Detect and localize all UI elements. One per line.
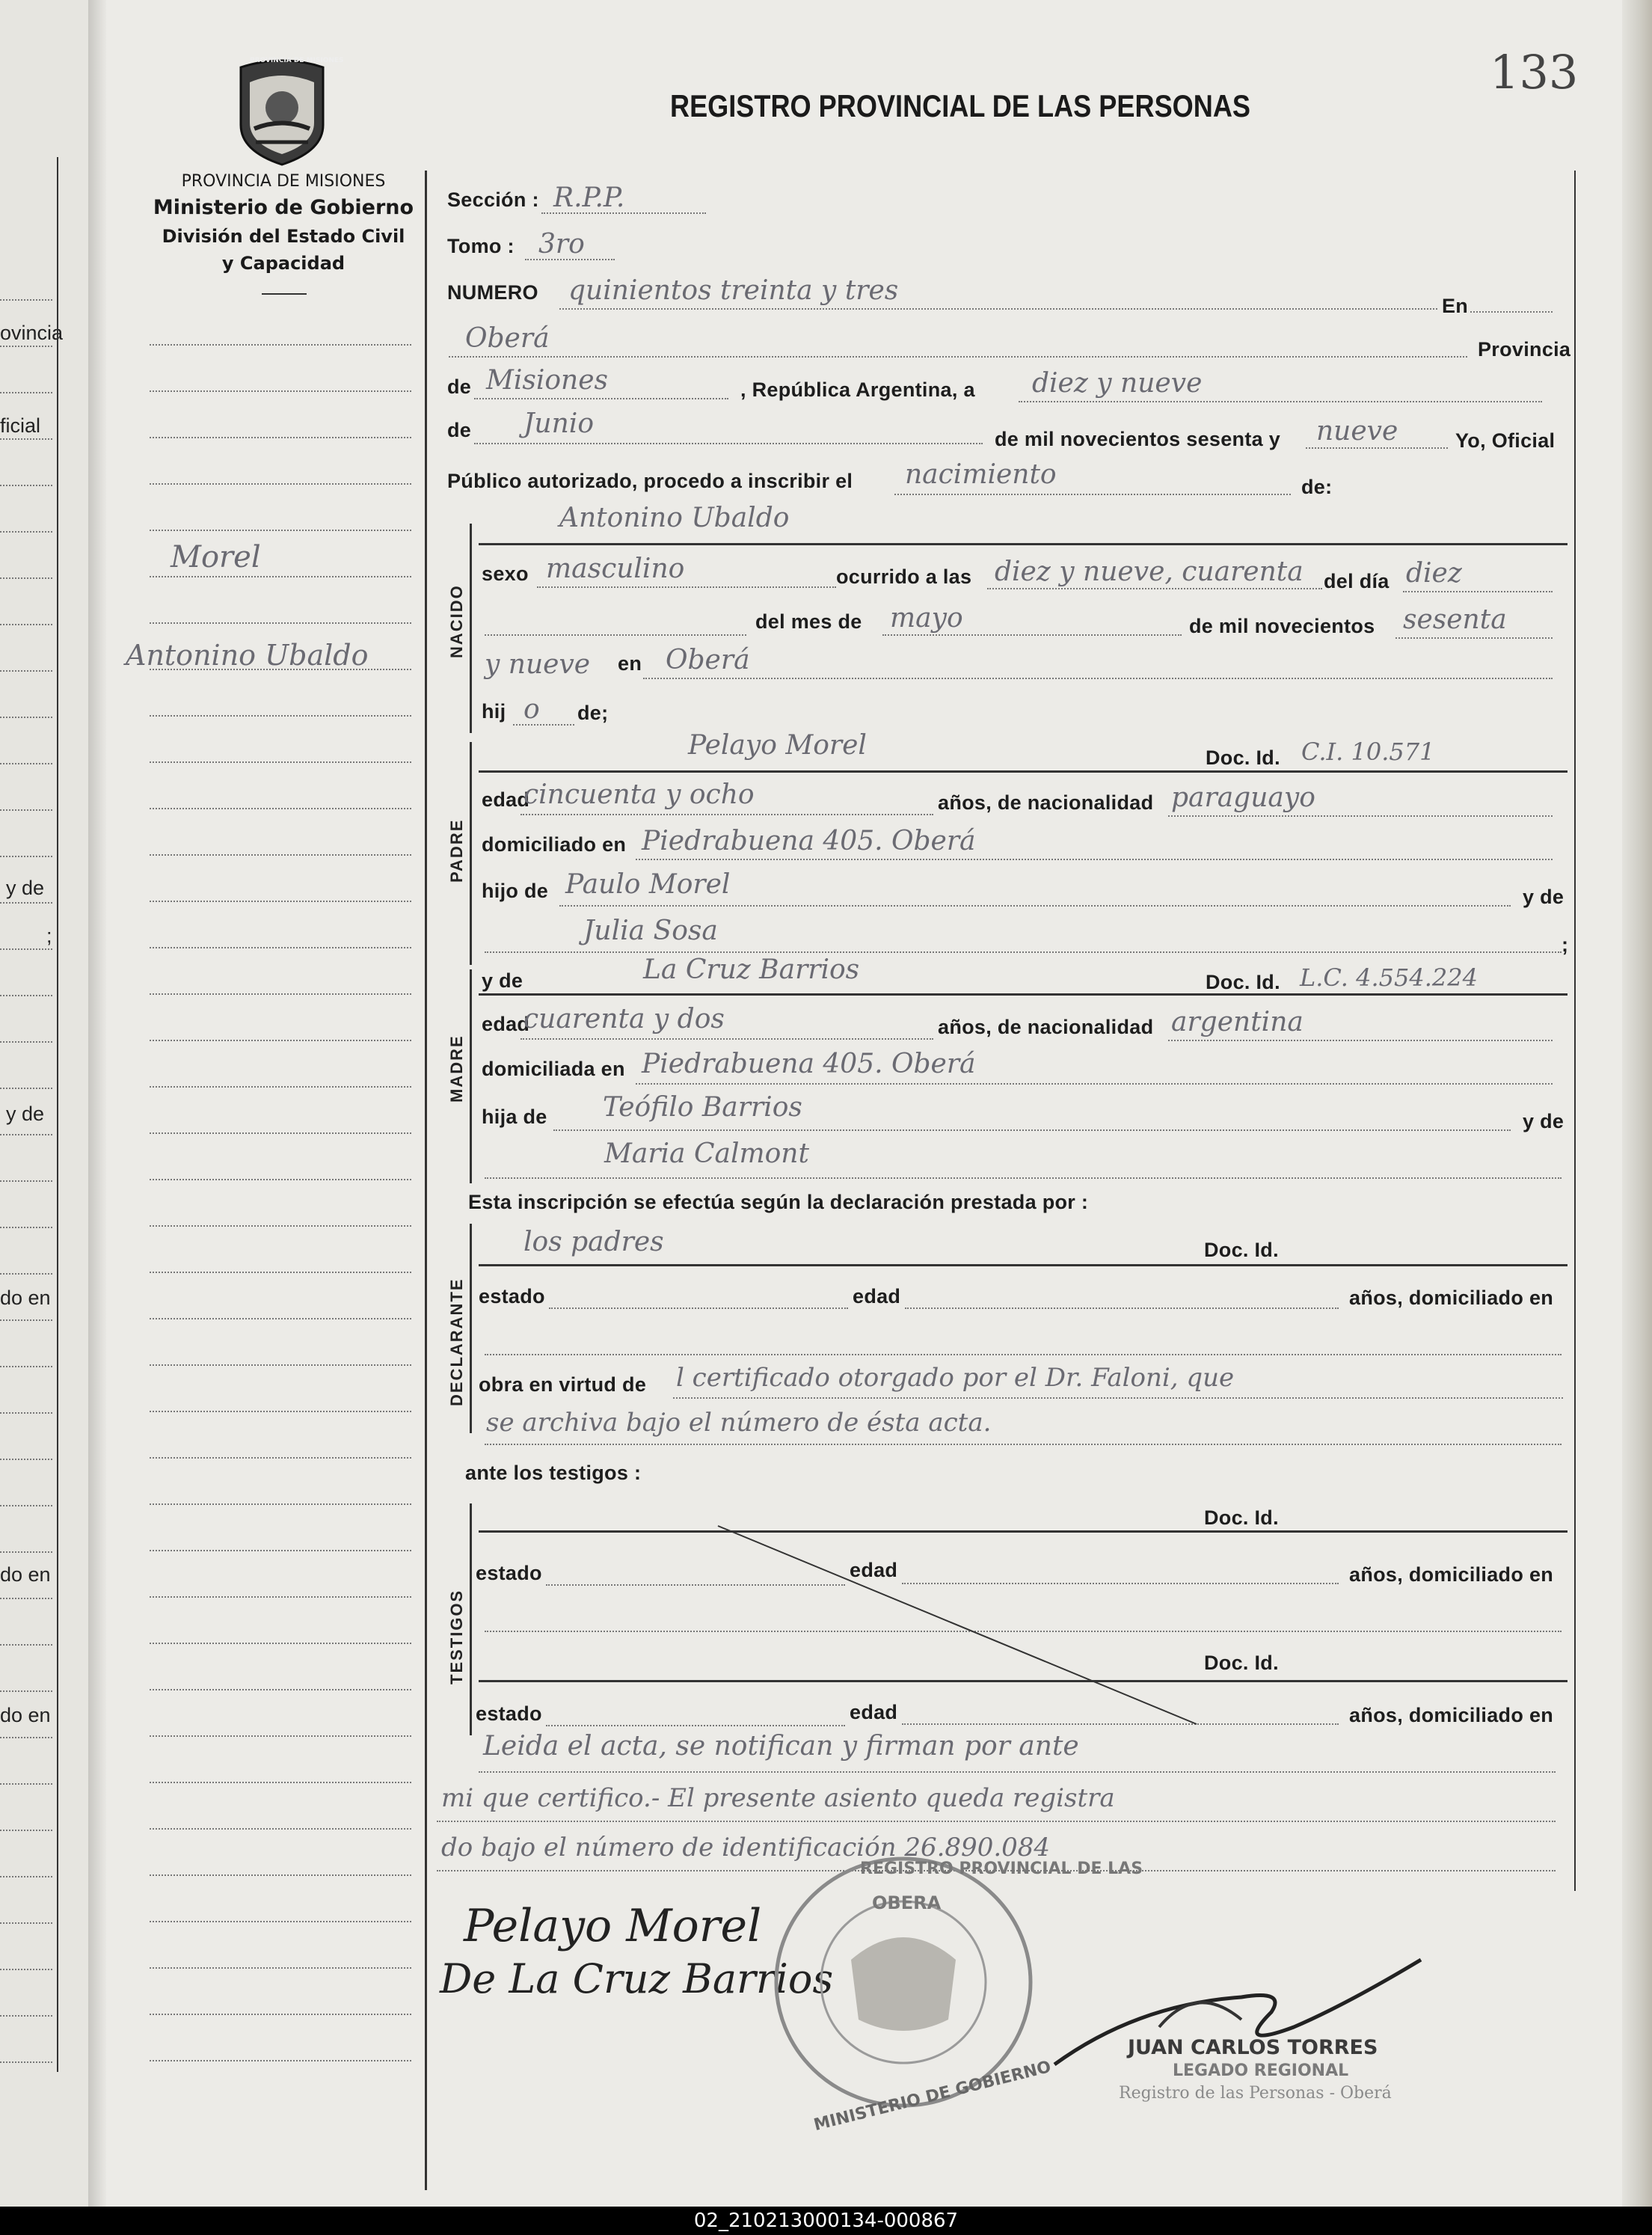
label-seccion: Sección : <box>447 188 539 211</box>
rule <box>513 724 574 726</box>
margin-rule <box>150 437 411 438</box>
margin-rule <box>150 1643 411 1644</box>
value-anio-nac2: y nueve <box>485 649 591 680</box>
section-bar-testigos <box>470 1503 472 1735</box>
value-tomo: 3ro <box>538 229 585 260</box>
margin-rule <box>150 1874 411 1876</box>
image-id-footer: 02_210213000134-000867 <box>0 2207 1652 2235</box>
org-division: División del Estado Civil <box>162 226 405 247</box>
prev-fragment: ficial <box>0 414 41 437</box>
value-seccion: R.P.P. <box>553 183 625 213</box>
margin-surname: Morel <box>171 540 261 574</box>
margin-rule <box>150 1179 411 1180</box>
margin-given-names: Antonino Ubaldo <box>126 639 369 672</box>
margin-rule <box>150 576 411 577</box>
label-hijo-de: hijo de <box>482 880 549 902</box>
stamp-text-top: REGISTRO PROVINCIAL DE LAS <box>860 1860 1143 1878</box>
margin-rule <box>150 1921 411 1922</box>
margin-line <box>57 157 58 2072</box>
rule <box>1168 1040 1553 1041</box>
prev-fragment: do en <box>0 1563 51 1586</box>
label-domiciliado: domiciliado en <box>482 833 627 856</box>
prev-page-rule <box>0 624 52 625</box>
prev-page-rule <box>0 763 52 764</box>
label-doc-id: Doc. Id. <box>1206 746 1280 769</box>
label-y-de-madre: y de <box>482 969 523 992</box>
label-numero: NUMERO <box>447 281 538 304</box>
margin-rule <box>150 1735 411 1737</box>
prev-page-rule <box>0 1737 52 1738</box>
label-provincia: Provincia <box>1478 338 1571 361</box>
frame-left-line <box>425 171 427 2190</box>
name-line <box>479 770 1567 773</box>
label-obra: obra en virtud de <box>479 1373 647 1396</box>
page-title: REGISTRO PROVINCIAL DE LAS PERSONAS <box>670 88 1251 123</box>
label-hij: hij <box>482 700 506 723</box>
misiones-seal-icon <box>233 54 331 166</box>
signature-mother: De La Cruz Barrios <box>440 1955 834 2002</box>
prev-page-rule <box>0 346 52 347</box>
margin-rule <box>150 1503 411 1505</box>
org-divider <box>262 293 307 295</box>
label-edad: edad <box>850 1559 898 1581</box>
value-padre-madre: Julia Sosa <box>583 916 718 946</box>
rule <box>636 859 1553 860</box>
value-madre-edad: cuarenta y dos <box>523 1004 725 1034</box>
margin-rule <box>150 1411 411 1412</box>
label-edad: edad <box>850 1701 898 1723</box>
crossout-line <box>703 1511 1212 1735</box>
prev-page-rule <box>0 948 52 950</box>
prev-page-rule <box>0 995 52 996</box>
rule <box>882 634 1182 636</box>
rule <box>1019 401 1542 402</box>
rule <box>485 1354 1562 1355</box>
section-madre: MADRE <box>447 1034 466 1103</box>
margin-rule <box>150 1596 411 1598</box>
label-hija-de: hija de <box>482 1106 547 1128</box>
value-provincia: Misiones <box>486 365 609 396</box>
value-acto: nacimiento <box>905 459 1057 490</box>
label-ante: ante los testigos : <box>465 1462 642 1484</box>
prev-page-rule <box>0 577 52 579</box>
name-line <box>479 1264 1567 1266</box>
margin-rule <box>150 1689 411 1690</box>
margin-rule <box>150 808 411 809</box>
prev-page-rule <box>0 1041 52 1043</box>
value-nombre: Antonino Ubaldo <box>559 503 790 533</box>
label-edad: edad <box>482 788 530 811</box>
org-province: PROVINCIA DE MISIONES <box>181 172 386 191</box>
label-tomo: Tomo : <box>447 235 515 257</box>
label-semicolon: ; <box>1562 933 1569 956</box>
value-madre-nombre: La Cruz Barrios <box>643 954 860 985</box>
frame-right-line <box>1574 171 1576 1891</box>
rule <box>537 586 836 588</box>
label-estado: estado <box>476 1562 542 1584</box>
label-de: de <box>447 375 472 398</box>
value-declarante: los padres <box>523 1227 664 1257</box>
margin-rule <box>150 1364 411 1366</box>
prev-page-rule <box>0 485 52 486</box>
official-office: Registro de las Personas - Oberá <box>1119 2084 1392 2103</box>
label-en: en <box>618 652 642 675</box>
prev-page-rule <box>0 2061 52 2063</box>
label-y-de: y de <box>1523 886 1565 908</box>
prev-fragment: do en <box>0 1287 51 1309</box>
rule <box>1395 637 1553 639</box>
prev-page-rule <box>0 438 52 440</box>
rule <box>474 398 728 399</box>
value-padre-nac: paraguayo <box>1171 782 1315 813</box>
rule <box>479 1771 1556 1773</box>
margin-rule <box>150 483 411 485</box>
label-sexo: sexo <box>482 562 529 585</box>
label-de-semicolon: de; <box>577 702 609 724</box>
prev-page-rule <box>0 1690 52 1692</box>
label-anos-dom: años, domiciliado en <box>1349 1287 1554 1309</box>
prev-page-rule <box>0 1227 52 1228</box>
prev-page-rule <box>0 1134 52 1135</box>
value-obra-2: se archiva bajo el número de ésta acta. <box>486 1408 992 1438</box>
label-y-de: y de <box>1523 1110 1565 1132</box>
prev-fragment: ovincia <box>0 322 64 344</box>
label-inscripcion: Esta inscripción se efectúa según la declaración prestada por : <box>468 1191 1089 1213</box>
margin-rule <box>150 1318 411 1319</box>
org-capacity: y Capacidad <box>221 253 346 274</box>
label-en: En <box>1442 295 1469 317</box>
margin-rule <box>150 854 411 856</box>
prev-page-rule <box>0 1830 52 1831</box>
rule <box>559 308 1437 310</box>
prev-page-rule <box>0 392 52 393</box>
margin-rule <box>150 669 411 670</box>
rule <box>1470 311 1553 313</box>
margin-rule <box>150 622 411 624</box>
rule <box>449 356 1467 358</box>
rule <box>521 814 933 815</box>
margin-rule <box>150 993 411 995</box>
rule <box>485 634 746 636</box>
note-line-1: Leida el acta, se notifican y firman por ante <box>483 1731 1079 1762</box>
margin-rule <box>150 344 411 346</box>
margin-rule <box>150 390 411 392</box>
margin-rule <box>150 2060 411 2061</box>
note-line-2: mi que certifico.- El presente asiento queda registra <box>441 1783 1115 1813</box>
prev-page-rule <box>0 1969 52 1970</box>
margin-rule <box>150 1550 411 1551</box>
section-testigos: TESTIGOS <box>447 1589 466 1684</box>
prev-fragment: y de <box>6 1103 45 1125</box>
book-gutter <box>88 0 106 2207</box>
value-numero: quinientos treinta y tres <box>568 275 899 306</box>
rule <box>1403 591 1553 592</box>
name-line <box>479 543 1567 545</box>
rule <box>485 951 1562 953</box>
value-lugar: Oberá <box>465 323 550 354</box>
label-yo-oficial: Yo, Oficial <box>1455 429 1556 452</box>
value-padre-edad: cincuenta y ocho <box>523 779 755 810</box>
section-padre: PADRE <box>447 818 466 883</box>
label-domiciliada: domiciliada en <box>482 1058 625 1080</box>
label-del-mes: del mes de <box>755 610 862 633</box>
label-doc-id: Doc. Id. <box>1204 1239 1279 1261</box>
label-doc-id: Doc. Id. <box>1204 1506 1279 1529</box>
prev-page-rule <box>0 1598 52 1599</box>
rule <box>673 1397 1563 1399</box>
margin-rule <box>150 1086 411 1088</box>
page-number: 133 <box>1490 45 1579 99</box>
section-bar-padre <box>470 742 472 965</box>
value-lugar-nac: Oberá <box>666 645 750 675</box>
rule <box>643 678 1553 679</box>
rule <box>636 1083 1553 1085</box>
prev-fragment: do en <box>0 1704 51 1726</box>
label-edad: edad <box>482 1013 530 1035</box>
org-ministry: Ministerio de Gobierno <box>153 196 414 219</box>
margin-rule <box>150 530 411 531</box>
label-mil-nov: de mil novecientos <box>1189 615 1375 637</box>
value-madre-doc: L.C. 4.554.224 <box>1300 963 1478 992</box>
prev-page-rule <box>0 1273 52 1275</box>
prev-page-rule <box>0 717 52 718</box>
rule <box>553 1129 1511 1131</box>
prev-fragment: ; <box>46 925 52 947</box>
prev-page-rule <box>0 1319 52 1321</box>
prev-page-rule <box>0 1366 52 1367</box>
prev-page-rule <box>0 902 52 904</box>
prev-page-rule <box>0 809 52 811</box>
margin-rule <box>150 1967 411 1969</box>
label-del-dia: del día <box>1324 570 1390 592</box>
label-publico: Público autorizado, procedo a inscribir el <box>447 470 853 492</box>
margin-rule <box>150 761 411 763</box>
official-name: JUAN CARLOS TORRES <box>1128 2036 1378 2059</box>
rule <box>474 443 983 444</box>
section-declarante: DECLARANTE <box>447 1278 466 1406</box>
value-obra-1: l certificado otorgado por el Dr. Faloni, que <box>676 1363 1235 1393</box>
label-republica: , República Argentina, a <box>740 378 975 401</box>
label-mil-sesenta: de mil novecientos sesenta y <box>995 428 1281 450</box>
section-bar-declarante <box>470 1224 472 1433</box>
rule <box>987 588 1322 589</box>
margin-rule <box>150 1457 411 1459</box>
prev-page-rule <box>0 299 52 301</box>
rule <box>485 1444 1562 1445</box>
note-line-3: do bajo el número de identificación 26.890.084 <box>441 1833 1051 1862</box>
label-estado: estado <box>476 1702 542 1725</box>
rule <box>485 1177 1562 1179</box>
value-anio: nueve <box>1316 416 1398 447</box>
page-stack-edge <box>1622 0 1652 2207</box>
name-line <box>479 993 1567 996</box>
value-dia: diez y nueve <box>1032 368 1203 399</box>
value-sexo: masculino <box>546 554 685 584</box>
prev-page-rule <box>0 531 52 533</box>
rule <box>1168 815 1553 817</box>
margin-rule <box>150 715 411 717</box>
margin-rule <box>150 1828 411 1830</box>
prev-page-rule <box>0 1459 52 1460</box>
margin-rule <box>150 1132 411 1134</box>
rule <box>521 1038 933 1040</box>
label-anos-nac: años, de nacionalidad <box>938 1016 1154 1038</box>
label-edad: edad <box>853 1285 901 1307</box>
prev-fragment: y de <box>6 877 45 899</box>
value-madre-dom: Piedrabuena 405. Oberá <box>642 1049 976 1079</box>
value-mes-nac: mayo <box>890 603 963 634</box>
prev-page-rule <box>0 1505 52 1506</box>
rule <box>905 1307 1339 1309</box>
prev-page-rule <box>0 856 52 857</box>
margin-rule <box>150 1272 411 1273</box>
margin-rule <box>150 947 411 948</box>
value-madre-nac: argentina <box>1171 1007 1304 1037</box>
rule <box>1306 447 1448 449</box>
label-ocurrido: ocurrido a las <box>836 565 972 588</box>
value-mes: Junio <box>523 408 594 439</box>
margin-rule <box>150 901 411 902</box>
label-de-colon: de: <box>1301 476 1333 498</box>
prev-page-rule <box>0 1551 52 1553</box>
margin-rule <box>150 2014 411 2015</box>
prev-page-rule <box>0 1876 52 1877</box>
prev-page-rule <box>0 1180 52 1182</box>
prev-page-rule <box>0 1922 52 1924</box>
label-anos-dom: años, domiciliado en <box>1349 1563 1554 1586</box>
prev-page-rule <box>0 1644 52 1646</box>
prev-page-rule <box>0 1783 52 1785</box>
value-hijo-sufijo: o <box>523 694 540 725</box>
label-anos-nac: años, de nacionalidad <box>938 791 1154 814</box>
margin-rule <box>150 1782 411 1783</box>
label-doc-id: Doc. Id. <box>1206 971 1280 993</box>
margin-rule <box>150 1040 411 1041</box>
rule <box>549 1307 848 1309</box>
label-anos-dom: años, domiciliado en <box>1349 1704 1554 1726</box>
value-hora: diez y nueve, cuarenta <box>995 557 1304 587</box>
prev-page-rule <box>0 2015 52 2017</box>
value-padre-nombre: Pelayo Morel <box>688 730 867 761</box>
label-doc-id: Doc. Id. <box>1204 1652 1279 1674</box>
value-padre-dom: Piedrabuena 405. Oberá <box>642 826 976 856</box>
seal-text: PROVINCIA DE MISIONES <box>250 57 344 64</box>
label-de: de <box>447 419 472 441</box>
value-madre-madre: Maria Calmont <box>604 1138 809 1169</box>
section-nacido: NACIDO <box>447 584 466 658</box>
value-madre-padre: Teófilo Barrios <box>603 1092 802 1123</box>
prev-page-rule <box>0 1088 52 1089</box>
label-estado: estado <box>479 1285 545 1307</box>
value-padre-padre: Paulo Morel <box>565 869 731 900</box>
official-title: LEGADO REGIONAL <box>1173 2061 1349 2080</box>
section-bar-nacido <box>470 524 472 733</box>
section-bar-madre <box>470 969 472 1183</box>
rule <box>437 1821 1556 1822</box>
prev-page-rule <box>0 670 52 672</box>
margin-rule <box>150 1225 411 1227</box>
stamp-city: OBERA <box>872 1892 942 1913</box>
value-padre-doc: C.I. 10.571 <box>1301 738 1435 766</box>
prev-page-rule <box>0 1412 52 1414</box>
value-dia-nac: diez <box>1406 558 1462 589</box>
value-anio-nac: sesenta <box>1403 604 1507 635</box>
rule <box>559 905 1511 907</box>
stamp-text-bottom: MINISTERIO DE GOBIERNO <box>811 2057 1053 2136</box>
rule <box>894 494 1291 495</box>
signature-father: Pelayo Morel <box>464 1900 762 1952</box>
